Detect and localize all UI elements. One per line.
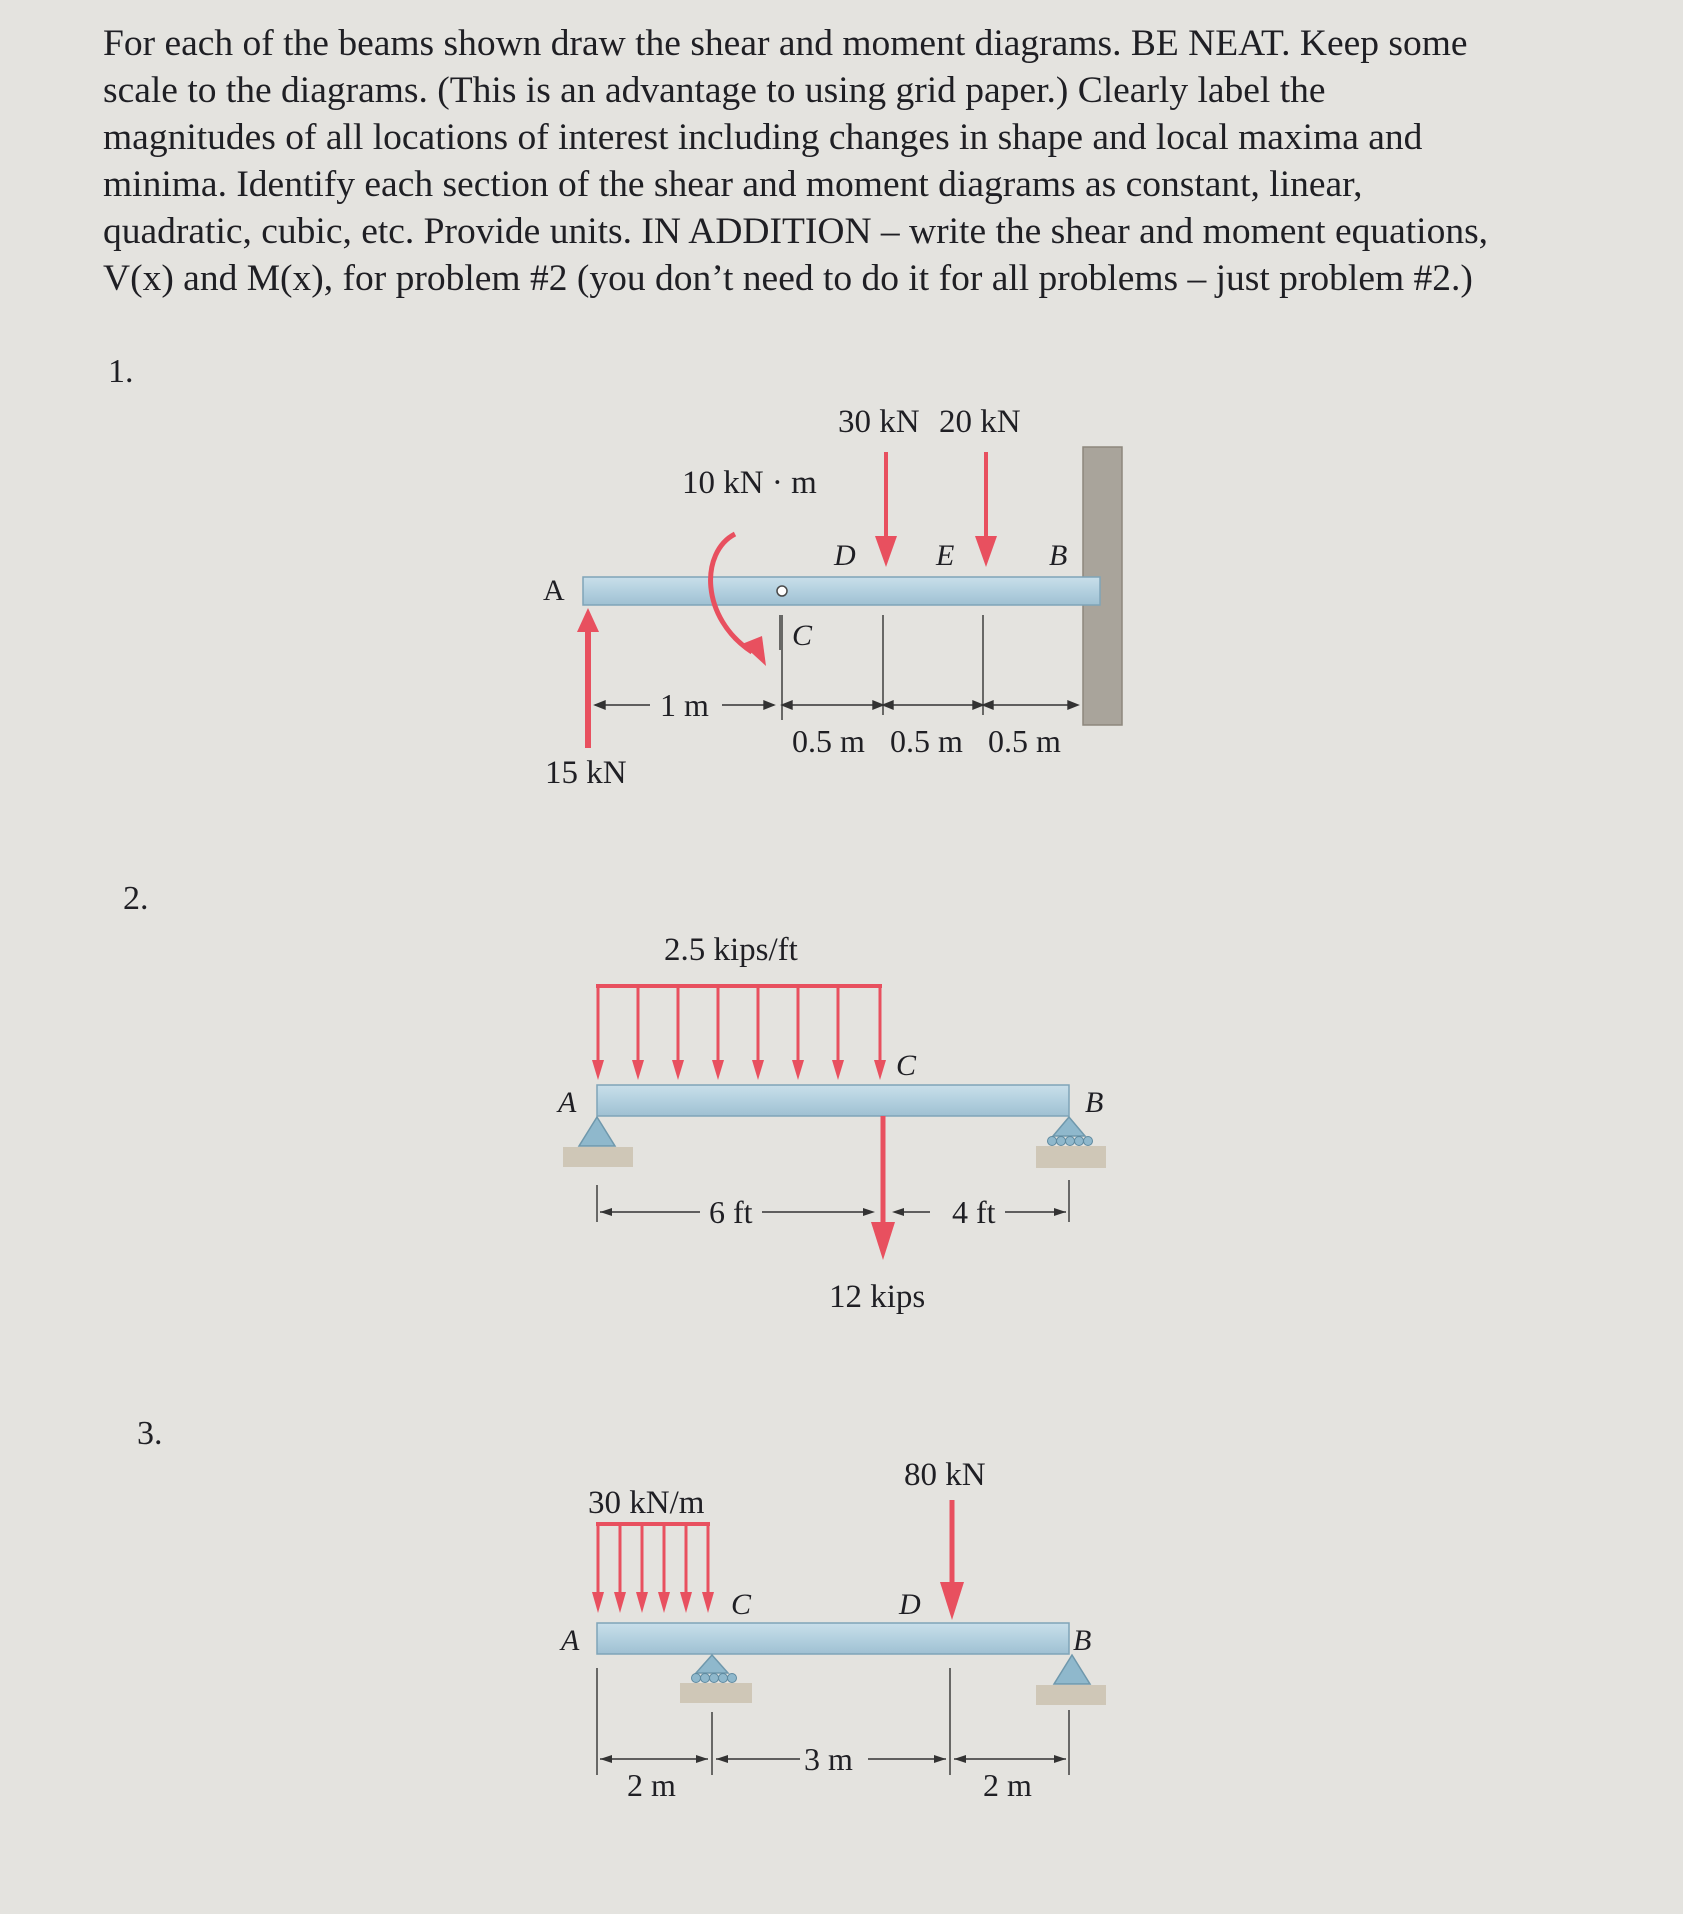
point-a-label: A <box>543 574 565 607</box>
point-b-label-2: B <box>1085 1086 1104 1119</box>
beam-1 <box>583 577 1100 605</box>
problem-3-diagram <box>559 1457 1106 1803</box>
moment-label: 10 kN · m <box>682 465 817 501</box>
dimension-4ft: 4 ft <box>952 1194 996 1230</box>
pin-support-b <box>1054 1655 1090 1684</box>
distributed-load-label: 2.5 kips/ft <box>664 932 798 968</box>
point-load-arrowhead-d <box>940 1582 964 1620</box>
point-e-label: E <box>936 539 955 572</box>
distributed-load-label-3: 30 kN/m <box>588 1485 705 1521</box>
rollers-c <box>692 1674 737 1683</box>
point-a-label-3: A <box>561 1624 580 1657</box>
force-arrowhead-d <box>875 536 897 567</box>
point-c-label-2: C <box>896 1049 917 1082</box>
ground-c <box>680 1683 752 1703</box>
dimension-0.5m-c: 0.5 m <box>988 723 1061 759</box>
instruction-line: minima. Identify each section of the shear and moment diagrams as constant, linear, <box>103 164 1363 205</box>
point-load-arrowhead <box>871 1222 895 1260</box>
rollers-b <box>1048 1137 1093 1146</box>
problem-3-number: 3. <box>137 1415 163 1452</box>
dimension-3m: 3 m <box>804 1741 853 1777</box>
dimension-0.5m-b: 0.5 m <box>890 723 963 759</box>
distributed-load-2 <box>592 986 886 1080</box>
point-c-label: C <box>792 619 813 652</box>
load-label-30kn: 30 kN <box>838 404 920 440</box>
instruction-line: V(x) and M(x), for problem #2 (you don’t need to do it for all problems – just problem #2.) <box>103 258 1473 299</box>
moment-arrowhead <box>742 636 766 666</box>
dimension-1m: 1 m <box>660 687 709 723</box>
problem-2-number: 2. <box>123 880 149 917</box>
pin-support-a <box>579 1117 615 1146</box>
roller-support-b <box>1053 1117 1085 1136</box>
instruction-line: scale to the diagrams. (This is an advantage to using grid paper.) Clearly label the <box>103 70 1326 111</box>
beam-3 <box>597 1623 1069 1654</box>
point-b-label: B <box>1049 539 1068 572</box>
dimension-lines-2 <box>597 1180 1069 1222</box>
point-c-marker <box>777 586 787 596</box>
point-c-label-3: C <box>731 1588 752 1621</box>
point-d-label: D <box>834 539 856 572</box>
ground-a <box>563 1147 633 1167</box>
problem-1-number: 1. <box>108 353 134 390</box>
instruction-line: For each of the beams shown draw the shear and moment diagrams. BE NEAT. Keep some <box>103 23 1468 64</box>
force-arrowhead-e <box>975 536 997 567</box>
dimension-2m-b: 2 m <box>983 1767 1032 1803</box>
load-label-20kn: 20 kN <box>939 404 1021 440</box>
point-a-label-2: A <box>558 1086 577 1119</box>
instruction-line: quadratic, cubic, etc. Provide units. IN ADDITION – write the shear and moment equations, <box>103 211 1489 252</box>
point-load-label: 12 kips <box>829 1279 926 1315</box>
point-b-label-3: B <box>1073 1624 1092 1657</box>
roller-support-c <box>696 1655 728 1673</box>
point-load-label-3: 80 kN <box>904 1457 986 1493</box>
point-d-label-3: D <box>899 1588 921 1621</box>
problem-2-diagram <box>556 932 1106 1315</box>
reaction-label: 15 kN <box>545 755 627 791</box>
dimension-0.5m-a: 0.5 m <box>792 723 865 759</box>
ground-b-3 <box>1036 1685 1106 1705</box>
beam-2 <box>597 1085 1069 1116</box>
dimension-2m-a: 2 m <box>627 1767 676 1803</box>
distributed-load-3 <box>592 1524 714 1613</box>
dimension-6ft: 6 ft <box>709 1194 753 1230</box>
instruction-line: magnitudes of all locations of interest including changes in shape and local maxima and <box>103 117 1423 158</box>
reaction-arrowhead-a <box>577 608 599 632</box>
problem-1-diagram <box>543 404 1122 791</box>
ground-b <box>1036 1146 1106 1168</box>
